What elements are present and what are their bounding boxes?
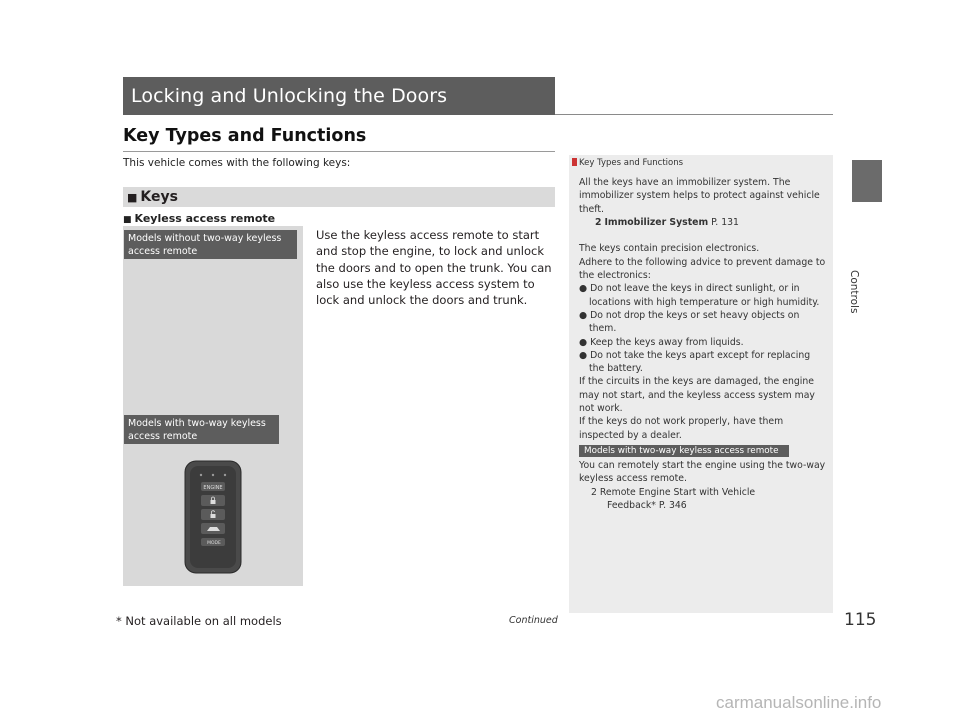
side-tab-marker <box>852 160 882 202</box>
keys-heading-label: Keys <box>140 189 178 205</box>
intro-text: This vehicle comes with the following keys: <box>123 157 351 169</box>
note-paragraph: All the keys have an immobilizer system. The immobilizer system helps to protect against vehicle theft. <box>579 177 820 215</box>
watermark: carmanualsonline.info <box>716 693 882 712</box>
note-body-remote-start <box>579 459 827 512</box>
tag-models-with-two-way: Models with two-way keyless access remote <box>124 415 279 444</box>
note-heading <box>572 158 683 168</box>
note-tag-models-with-two-way: Models with two-way keyless access remote <box>579 445 789 457</box>
note-reference-remote-start[interactable] <box>579 486 827 499</box>
section-title: Locking and Unlocking the Doors <box>123 77 555 115</box>
note-bullet: ● Do not leave the keys in direct sunlight, or in locations with high temperature or high humidity. <box>579 283 820 308</box>
note-heading-label: Key Types and Functions <box>579 158 684 168</box>
note-paragraph: The keys contain precision electronics. <box>579 243 760 255</box>
reference-label: Immobilizer System <box>604 216 709 228</box>
subsection-title: Key Types and Functions <box>123 126 367 146</box>
lock-icon <box>211 500 216 504</box>
note-paragraph: Adhere to the following advice to prevent damage to the electronics: <box>579 256 826 282</box>
reference-arrow-icon: 2 <box>591 486 597 498</box>
note-body <box>579 176 827 442</box>
remote-key-illustration <box>184 460 242 574</box>
unlock-icon <box>211 514 216 518</box>
remote-heading-label: Keyless access remote <box>134 212 276 225</box>
keys-heading <box>123 187 555 207</box>
remote-mode-label: MODE <box>207 541 221 546</box>
note-paragraph: If the circuits in the keys are damaged, the engine may not start, and the keyless access system may not work. <box>579 376 815 415</box>
reference-page: P. 131 <box>711 216 739 228</box>
reference-page: P. 346 <box>658 499 687 511</box>
body-text: Use the keyless access remote to start and stop the engine, to lock and unlock the doors and to open the trunk. You can also use the keyless access system to lock and unlock the doors and trunk. <box>316 228 552 308</box>
note-paragraph: You can remotely start the engine using the two-way keyless access remote. <box>579 460 826 485</box>
note-paragraph: If the keys do not work properly, have them inspected by a dealer. <box>579 416 784 441</box>
tag-models-without-two-way: Models without two-way keyless access remote <box>124 230 297 259</box>
reference-label: Feedback <box>607 499 652 511</box>
reference-asterisk: * <box>651 499 656 511</box>
note-reference-immobilizer[interactable] <box>579 216 827 229</box>
reference-label: Remote Engine Start with Vehicle <box>599 486 756 498</box>
note-marker-icon <box>572 158 577 166</box>
note-bullet: ● Keep the keys away from liquids. <box>579 336 744 348</box>
note-bullet: ● Do not drop the keys or set heavy objects on them. <box>579 309 800 335</box>
side-chapter-label[interactable]: Controls <box>848 270 860 314</box>
subsection-rule <box>123 151 555 152</box>
note-bullet: ● Do not take the keys apart except for replacing the battery. <box>579 349 811 375</box>
heading-marker: ■ <box>123 215 132 225</box>
section-rule <box>555 114 833 115</box>
remote-engine-label: ENGINE <box>203 485 223 491</box>
footnote: * Not available on all models <box>116 614 282 628</box>
note-reference-remote-start-cont[interactable] <box>579 499 827 512</box>
page-number: 115 <box>844 610 877 630</box>
remote-heading <box>123 212 275 225</box>
heading-marker: ■ <box>127 191 138 204</box>
continued-label: Continued <box>509 615 558 626</box>
reference-arrow-icon: 2 <box>595 216 602 228</box>
